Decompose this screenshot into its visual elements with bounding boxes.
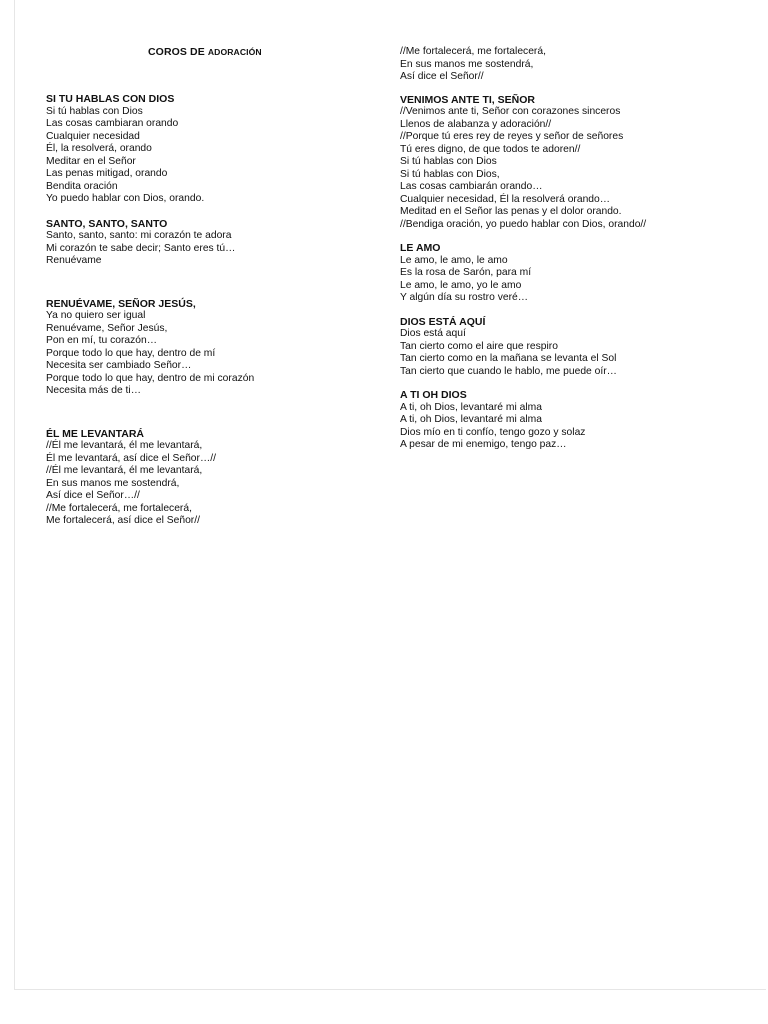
lyric-line: //Él me levantará, él me levantará, bbox=[46, 465, 203, 476]
lyric-line: //Me fortalecerá, me fortalecerá, bbox=[400, 46, 546, 57]
lyric-line: Meditar en el Señor bbox=[46, 155, 136, 167]
lyric-line: Meditad en el Señor las penas y el dolor orando. bbox=[400, 206, 622, 217]
lyric-line: Dios está aquí bbox=[400, 328, 466, 339]
lyric-line: Renuévame bbox=[46, 255, 102, 266]
song-title: SI TU HABLAS CON DIOS bbox=[46, 93, 175, 105]
song-venimos-ante-ti bbox=[400, 94, 730, 232]
song-continuation bbox=[400, 46, 730, 84]
right-column bbox=[400, 46, 730, 452]
song-santo-santo-santo bbox=[46, 218, 376, 268]
song-title: LE AMO bbox=[400, 242, 441, 254]
lyric-line: Porque todo lo que hay, dentro de mi corazón bbox=[46, 372, 255, 384]
lyric-line: Si tú hablas con Dios bbox=[46, 105, 143, 117]
lyric-line: Me fortalecerá, así dice el Señor// bbox=[46, 515, 200, 526]
song-si-tu-hablas bbox=[46, 93, 376, 206]
lyric-line: Tan cierto que cuando le hablo, me puede oír… bbox=[400, 365, 617, 377]
song-title: A TI OH DIOS bbox=[400, 389, 467, 401]
song-title: RENUÉVAME, SEÑOR JESÚS, bbox=[46, 297, 196, 310]
song-title: DIOS ESTÁ AQUÍ bbox=[400, 315, 486, 328]
lyric-line: //Él me levantará, él me levantará, bbox=[46, 440, 203, 451]
lyric-line: Tan cierto como en la mañana se levanta el Sol bbox=[400, 353, 617, 364]
song-le-amo bbox=[400, 242, 730, 305]
lyric-line: Llenos de alabanza y adoración// bbox=[400, 118, 552, 130]
lyric-line: Yo puedo hablar con Dios, orando. bbox=[46, 193, 205, 204]
lyric-line: Si tú hablas con Dios, bbox=[400, 168, 500, 180]
lyric-line: Necesita más de ti… bbox=[46, 385, 141, 396]
lyric-line: //Venimos ante ti, Señor con corazones sinceros bbox=[400, 106, 621, 117]
lyric-line: Le amo, le amo, le amo bbox=[400, 254, 508, 266]
lyric-line: Santo, santo, santo: mi corazón te adora bbox=[46, 230, 232, 241]
document-title-small: ADORACIÓN bbox=[207, 47, 262, 57]
lyric-line: Renuévame, Señor Jesús, bbox=[46, 322, 168, 334]
left-column bbox=[46, 93, 376, 528]
lyric-line: Él me levantará, así dice el Señor…// bbox=[46, 452, 216, 464]
lyric-line: Porque todo lo que hay, dentro de mí bbox=[46, 347, 216, 359]
lyric-line: Y algún día su rostro veré… bbox=[400, 292, 529, 303]
lyric-line: Así dice el Señor…// bbox=[46, 490, 140, 501]
lyric-line: Le amo, le amo, yo le amo bbox=[400, 279, 522, 291]
lyric-line: Cualquier necesidad, Él la resolverá orando… bbox=[400, 193, 611, 205]
song-renuevame bbox=[46, 298, 376, 398]
lyric-line: Las penas mitigad, orando bbox=[46, 168, 168, 179]
lyric-line: En sus manos me sostendrá, bbox=[400, 58, 534, 70]
lyric-line: Así dice el Señor// bbox=[400, 71, 484, 82]
lyric-line: Es la rosa de Sarón, para mí bbox=[400, 267, 532, 278]
document-title-main: COROS DE bbox=[148, 46, 208, 58]
document-title bbox=[148, 46, 262, 58]
song-title: VENIMOS ANTE TI, SEÑOR bbox=[400, 93, 535, 106]
song-dios-esta-aqui bbox=[400, 316, 730, 379]
lyric-line: //Porque tú eres rey de reyes y señor de señores bbox=[400, 131, 624, 142]
lyric-line: A pesar de mi enemigo, tengo paz… bbox=[400, 439, 567, 450]
lyric-line: //Me fortalecerá, me fortalecerá, bbox=[46, 502, 192, 514]
lyric-line: Si tú hablas con Dios bbox=[400, 156, 497, 167]
lyric-line: Pon en mí, tu corazón… bbox=[46, 335, 158, 346]
lyric-line: Necesita ser cambiado Señor… bbox=[46, 360, 192, 371]
song-title: SANTO, SANTO, SANTO bbox=[46, 217, 168, 230]
song-a-ti-oh-dios bbox=[400, 389, 730, 452]
lyric-line: En sus manos me sostendrá, bbox=[46, 477, 180, 489]
lyric-line: A ti, oh Dios, levantaré mi alma bbox=[400, 414, 542, 425]
lyric-line: Él, la resolverá, orando bbox=[46, 143, 152, 154]
song-title: ÉL ME LEVANTARÁ bbox=[46, 427, 145, 440]
song-el-me-levantara bbox=[46, 428, 376, 528]
lyric-line: Tan cierto como el aire que respiro bbox=[400, 340, 558, 352]
lyric-line: Bendita oración bbox=[46, 180, 118, 192]
lyric-line: Las cosas cambiaran orando bbox=[46, 118, 179, 129]
lyric-line: Tú eres digno, de que todos te adoren// bbox=[400, 143, 581, 155]
lyric-line: Cualquier necesidad bbox=[46, 130, 140, 142]
lyric-line: Dios mío en ti confío, tengo gozo y solaz bbox=[400, 426, 586, 438]
lyric-line: Las cosas cambiarán orando… bbox=[400, 181, 543, 192]
lyric-line: //Bendiga oración, yo puedo hablar con Dios, orando// bbox=[400, 218, 647, 230]
lyric-line: A ti, oh Dios, levantaré mi alma bbox=[400, 401, 542, 413]
lyric-line: Ya no quiero ser igual bbox=[46, 310, 146, 321]
lyric-line: Mi corazón te sabe decir; Santo eres tú… bbox=[46, 242, 236, 254]
